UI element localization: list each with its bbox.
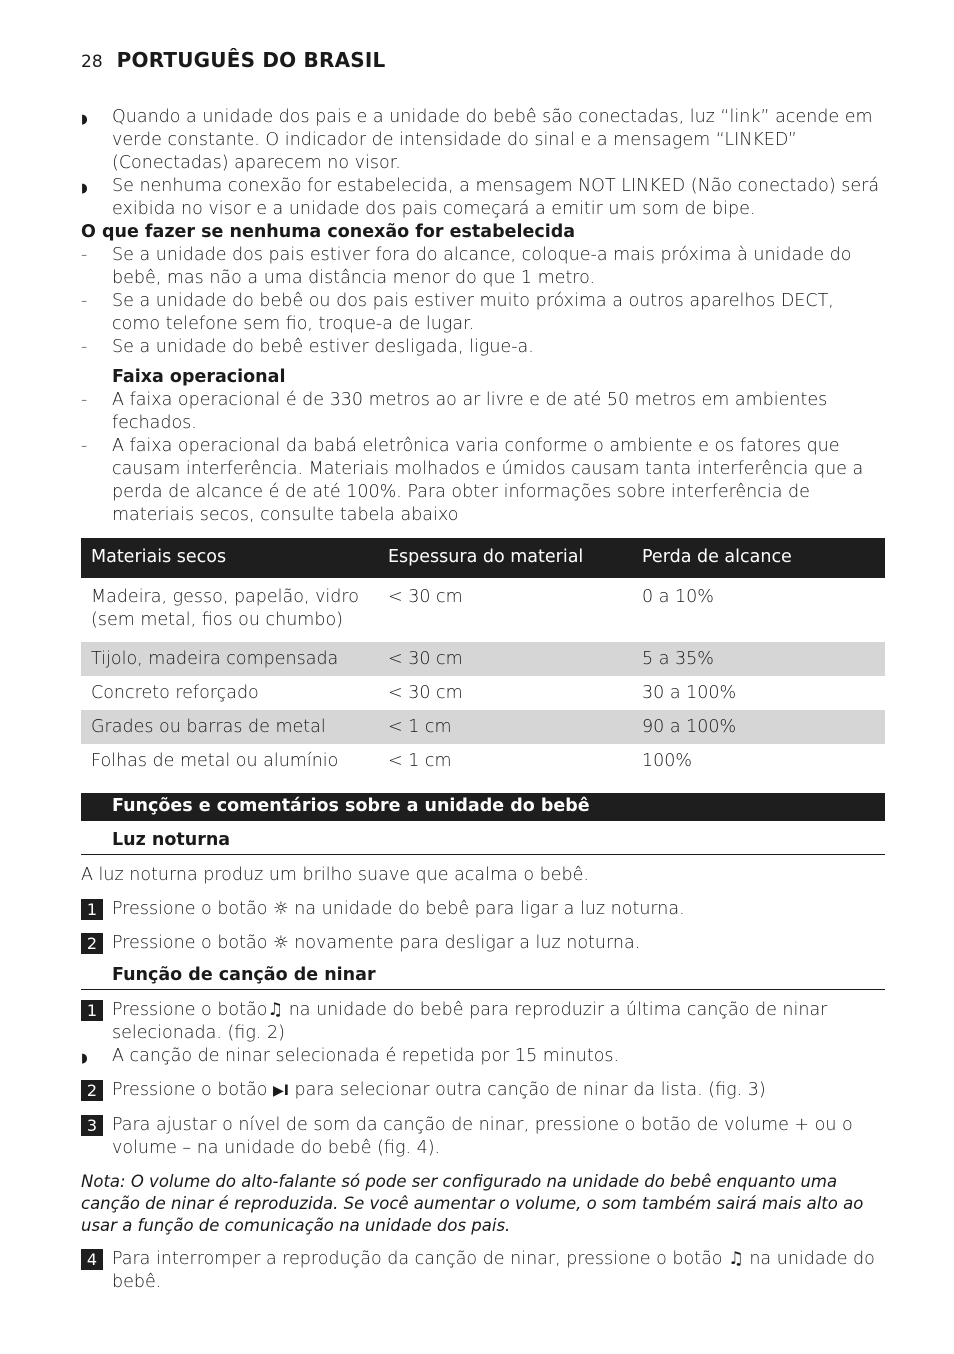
note-text: Nota: O volume do alto-falante só pode ser configurado na unidade do bebê enquanto uma canção de ninar é reproduzida. Se você aumentar o volume, o som também sairá mais alto ao usar a função de comunicação na unidade dos pais. (81, 1172, 864, 1235)
column-header: Perda de alcance (632, 538, 885, 578)
dash-marker: - (81, 245, 88, 265)
step-text: Para ajustar o nível de som da canção de ninar, pressione o botão de volume + ou o volume – na unidade do bebê (fig. 4). (112, 1115, 853, 1158)
step-text: novamente para desligar a luz noturna. (288, 933, 641, 953)
step-text: Pressione o botão (112, 1000, 268, 1020)
step-text: Pressione o botão (112, 933, 273, 953)
step-number: 1 (81, 1000, 103, 1021)
step-number: 4 (81, 1249, 103, 1270)
column-header: Espessura do material (378, 538, 632, 578)
step-text: Pressione o botão (112, 899, 273, 919)
no-connection-heading: O que fazer se nenhuma conexão for estabelecida (81, 222, 576, 242)
section-title: Funções e comentários sobre a unidade do bebê (81, 793, 885, 821)
table-cell: < 30 cm (388, 683, 463, 703)
table-cell: Concreto reforçado (91, 683, 259, 703)
lullaby-heading: Função de canção de ninar (81, 955, 885, 990)
table-row (81, 642, 885, 676)
step-text: na unidade do bebê para ligar a luz noturna. (288, 899, 685, 919)
dash-item (81, 435, 887, 527)
page-header (81, 48, 385, 72)
table-row (81, 676, 885, 710)
page-content (81, 106, 887, 1294)
table-header-row (81, 538, 885, 578)
table-cell: Madeira, gesso, papelão, vidro (sem metal, fios ou chumbo) (91, 587, 359, 630)
step-text: Pressione o botão (112, 1080, 273, 1100)
dash-item (81, 336, 887, 359)
sun-icon: ☼ (273, 933, 289, 953)
step-item (81, 999, 887, 1045)
table-row (81, 744, 885, 778)
table-cell: < 1 cm (388, 751, 452, 771)
dash-item (81, 290, 887, 336)
bullet-icon: ◗ (81, 1051, 88, 1066)
step-item (81, 898, 887, 921)
dash-text: A faixa operacional da babá eletrônica varia conforme o ambiente e os fatores que causam interferência. Materiais molhados e úmidos causam tanta interferência que a perda de alcance é de até 100%. Para obter informações sobre interferência de materiais secos, consulte tabela abaixo (112, 436, 864, 525)
dash-marker: - (81, 390, 88, 410)
page-title: PORTUGUÊS DO BRASIL (116, 48, 386, 72)
bullet-item (81, 1045, 887, 1068)
table-cell: Tijolo, madeira compensada (81, 642, 378, 676)
play-next-icon: ▶I (273, 1083, 289, 1099)
table-cell: 5 a 35% (632, 642, 885, 676)
dash-text: A faixa operacional é de 330 metros ao ar livre e de até 50 metros em ambientes fechados. (112, 390, 828, 433)
bullet-text: A canção de ninar selecionada é repetida por 15 minutos. (112, 1046, 620, 1066)
night-light-intro: A luz noturna produz um brilho suave que acalma o bebê. (81, 865, 589, 885)
step-text: para selecionar outra canção de ninar da lista. (fig. 3) (288, 1080, 766, 1100)
step-text: Para interromper a reprodução da canção de ninar, pressione o botão (112, 1249, 729, 1269)
range-heading: Faixa operacional (112, 367, 286, 387)
step-number: 2 (81, 933, 103, 954)
dash-text: Se a unidade do bebê ou dos pais estiver muito próxima a outros aparelhos DECT, como telefone sem fio, troque-a de lugar. (112, 291, 834, 334)
bullet-text: Quando a unidade dos pais e a unidade do bebê são conectadas, luz “link” acende em verde constante. O indicador de intensidade do sinal e a mensagem “LINKED” (Conectadas) aparecem no visor. (112, 107, 873, 173)
step-item (81, 932, 887, 955)
table-cell: < 30 cm (378, 642, 632, 676)
table-cell: Grades ou barras de metal (81, 710, 378, 744)
dash-marker: - (81, 291, 88, 311)
step-number: 2 (81, 1080, 103, 1101)
table-cell: 30 a 100% (642, 683, 737, 703)
bullet-item (81, 106, 887, 175)
table-cell: 0 a 10% (642, 587, 714, 607)
table-cell: < 1 cm (378, 710, 632, 744)
step-item (81, 1079, 887, 1103)
table-cell: 90 a 100% (632, 710, 885, 744)
step-item (81, 1114, 887, 1160)
bullet-item (81, 175, 887, 221)
table-cell: Folhas de metal ou alumínio (91, 751, 339, 771)
bullet-text: Se nenhuma conexão for estabelecida, a mensagem NOT LINKED (Não conectado) será exibida no visor e a unidade dos pais começará a emitir um som de bipe. (112, 176, 880, 219)
bullet-icon: ◗ (81, 181, 88, 196)
step-text: na unidade do bebê para reproduzir a última canção de ninar selecionada. (fig. 2) (112, 1000, 828, 1043)
music-note-icon: ♫ (267, 1000, 284, 1020)
step-item (81, 1248, 887, 1294)
table-row (81, 578, 885, 642)
dash-text: Se a unidade do bebê estiver desligada, ligue-a. (112, 337, 534, 357)
night-light-heading: Luz noturna (81, 821, 885, 855)
dash-item (81, 389, 887, 435)
dash-marker: - (81, 436, 88, 456)
column-header: Materiais secos (81, 538, 378, 578)
dash-marker: - (81, 337, 88, 357)
sun-icon: ☼ (273, 899, 289, 919)
music-note-icon: ♫ (728, 1249, 744, 1269)
step-number: 1 (81, 899, 103, 920)
materials-table (81, 538, 885, 778)
step-number: 3 (81, 1115, 103, 1136)
table-row (81, 710, 885, 744)
dash-item (81, 244, 887, 290)
dash-text: Se a unidade dos pais estiver fora do alcance, coloque-a mais próxima à unidade do bebê, mas não a uma distância menor do que 1 metro. (112, 245, 852, 288)
bullet-icon: ◗ (81, 112, 88, 127)
table-cell: < 30 cm (388, 587, 463, 607)
page-number: 28 (81, 52, 103, 72)
table-cell: 100% (642, 751, 693, 771)
step-text: na unidade do bebê. (112, 1249, 875, 1292)
